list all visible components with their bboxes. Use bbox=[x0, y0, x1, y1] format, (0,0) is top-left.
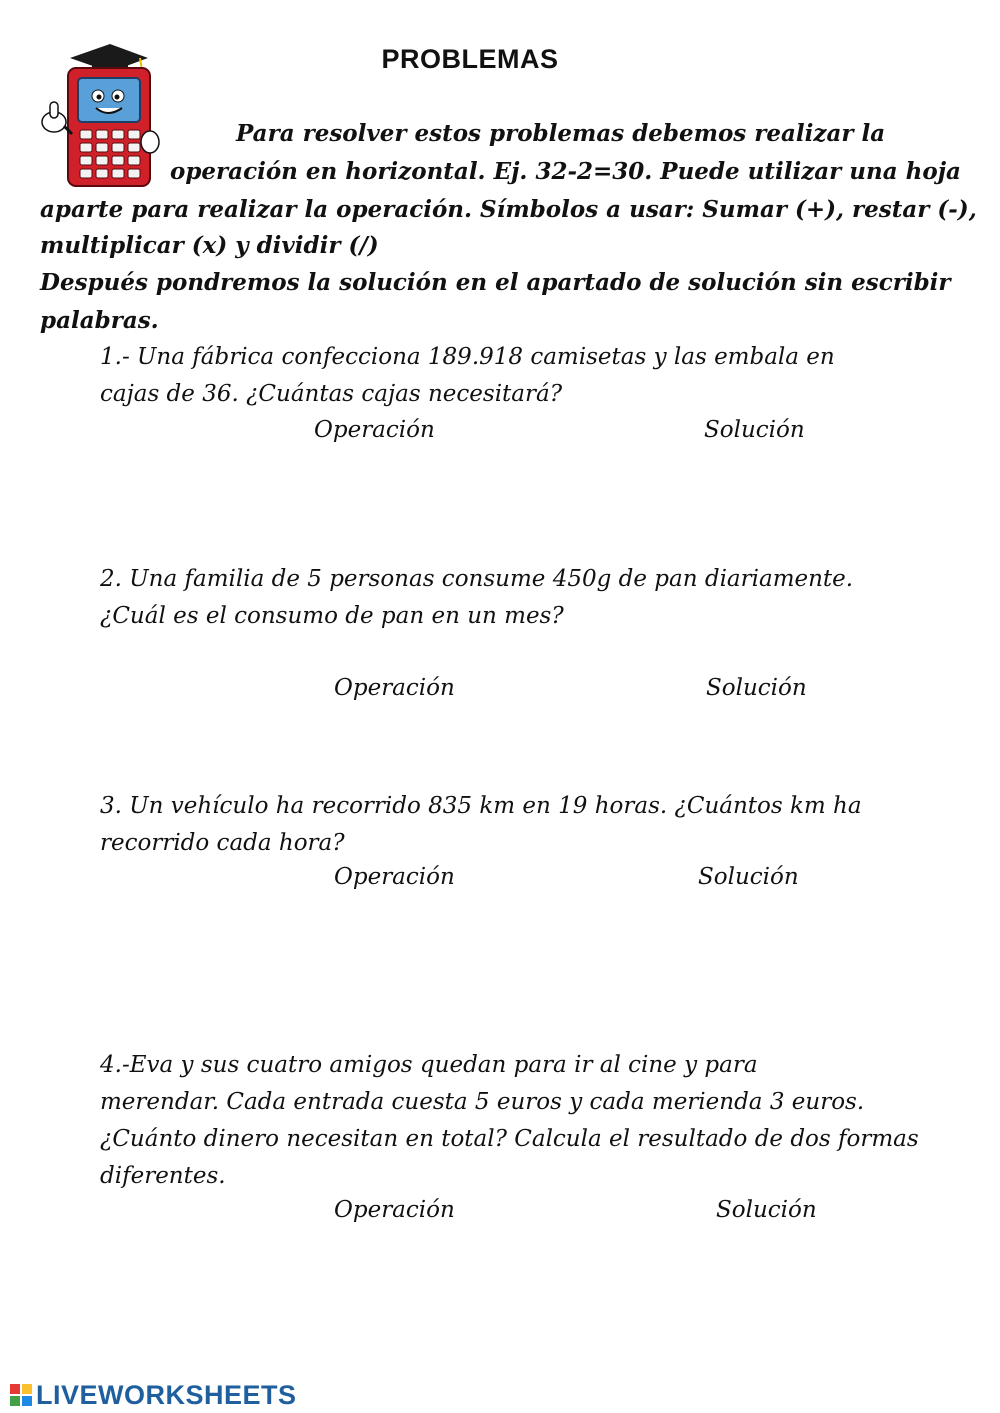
problem-1-text: cajas de 36. ¿Cuántas cajas necesitará? bbox=[100, 381, 563, 407]
instruction-line: palabras. bbox=[40, 307, 159, 334]
problem-1-solution-label: Solución bbox=[704, 417, 805, 443]
problem-4-operation-label: Operación bbox=[334, 1197, 455, 1223]
problem-2-operation-label: Operación bbox=[334, 675, 455, 701]
problem-3-text: recorrido cada hora? bbox=[100, 830, 345, 856]
intro-text-line: Para resolver estos problemas debemos realizar la bbox=[236, 120, 886, 147]
page-title: PROBLEMAS bbox=[381, 44, 559, 74]
problem-3-solution-label: Solución bbox=[698, 864, 799, 890]
problem-1-operation-label: Operación bbox=[314, 417, 435, 443]
brand-name: LIVEWORKSHEETS bbox=[36, 1379, 297, 1410]
problem-2-text: 2. Una familia de 5 personas consume 450g de pan diariamente. bbox=[100, 566, 854, 592]
problem-4-text: diferentes. bbox=[100, 1163, 226, 1189]
problem-1-text: 1.- Una fábrica confecciona 189.918 camisetas y las embala en bbox=[100, 344, 835, 370]
liveworksheets-brand[interactable] bbox=[10, 1378, 297, 1412]
liveworksheets-logo-icon bbox=[10, 1384, 32, 1406]
problem-3-operation-label: Operación bbox=[334, 864, 455, 890]
problem-4-solution-label: Solución bbox=[716, 1197, 817, 1223]
problem-2-text: ¿Cuál es el consumo de pan en un mes? bbox=[100, 603, 564, 629]
instruction-line: Después pondremos la solución en el apartado de solución sin escribir bbox=[40, 269, 951, 296]
problem-4-text: merendar. Cada entrada cuesta 5 euros y cada merienda 3 euros. bbox=[100, 1089, 865, 1115]
calculator-graduate-icon bbox=[32, 42, 162, 190]
problem-4-text: ¿Cuánto dinero necesitan en total? Calcula el resultado de dos formas bbox=[100, 1126, 919, 1152]
intro-text-line: operación en horizontal. Ej. 32-2=30. Puede utilizar una hoja bbox=[170, 158, 961, 185]
intro-text-line: multiplicar (x) y dividir (/) bbox=[40, 232, 379, 259]
problem-3-text: 3. Un vehículo ha recorrido 835 km en 19 horas. ¿Cuántos km ha bbox=[100, 793, 862, 819]
problem-4-text: 4.-Eva y sus cuatro amigos quedan para ir al cine y para bbox=[100, 1052, 758, 1078]
problem-2-solution-label: Solución bbox=[706, 675, 807, 701]
intro-text-line: aparte para realizar la operación. Símbolos a usar: Sumar (+), restar (-), bbox=[40, 196, 977, 223]
